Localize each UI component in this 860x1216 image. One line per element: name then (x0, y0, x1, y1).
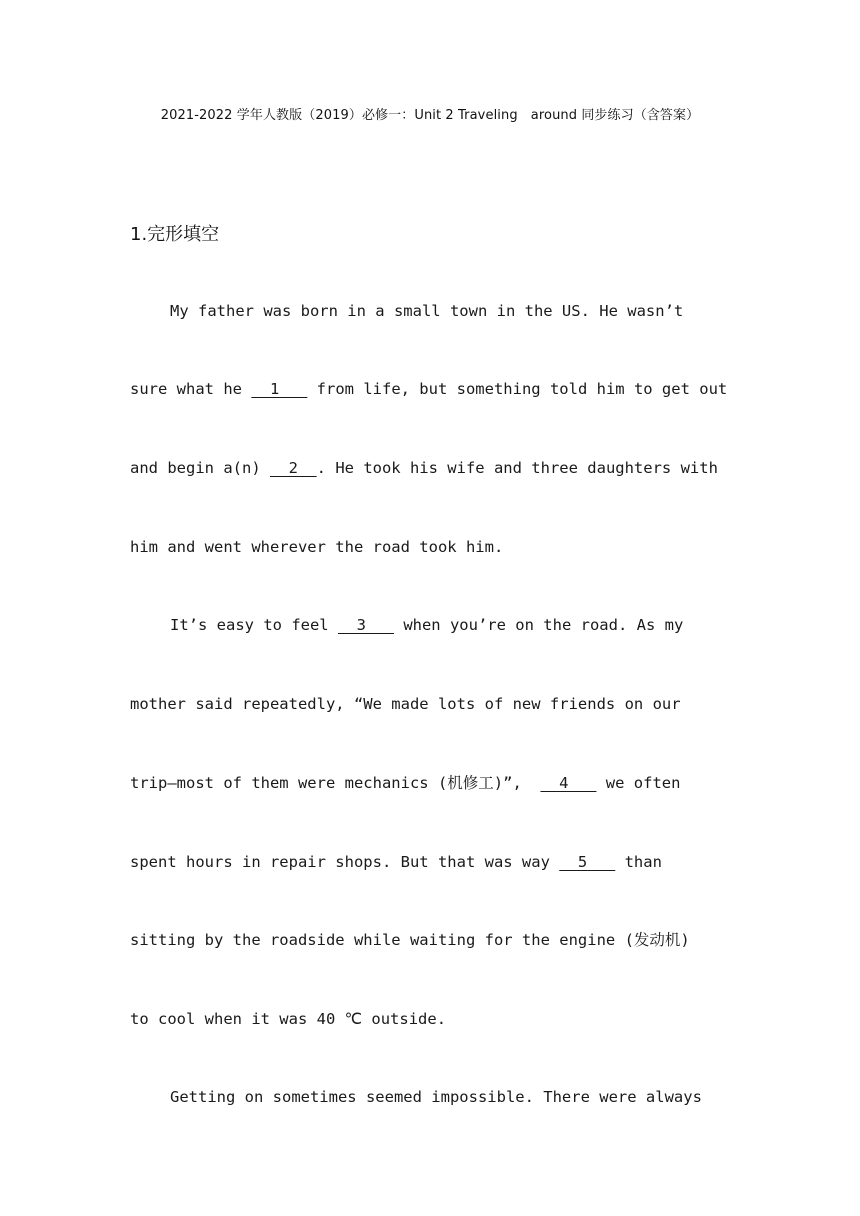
blank-5: 5 (559, 853, 616, 871)
blank-4: 4 (540, 774, 597, 792)
passage-line-1: My father was born in a small town in the US. He wasn’t (170, 302, 684, 320)
passage-line-5 (130, 614, 730, 636)
blank-3: 3 (337, 616, 394, 634)
passage-line-3 (130, 457, 730, 479)
passage-text: . He took his wife and three daughters with (316, 459, 718, 477)
passage-text: and begin a(n) (130, 459, 270, 477)
passage-line-11: Getting on sometimes seemed impossible. There were always (170, 1088, 702, 1106)
passage-line-2 (130, 378, 730, 400)
passage-text: trip—most of them were mechanics (机修工)”, (130, 774, 541, 792)
passage-text: when you’re on the road. As my (393, 616, 684, 634)
passage-text: sure what he (130, 380, 252, 398)
passage-text: from life, but something told him to get out (307, 380, 728, 398)
passage-line-4: him and went wherever the road took him. (130, 538, 504, 556)
passage-text: spent hours in repair shops. But that was way (130, 853, 560, 871)
passage-text: It’s easy to feel (170, 616, 338, 634)
passage-text: than (615, 853, 662, 871)
document-title: 2021-2022 学年人教版（2019）必修一：Unit 2 Traveling around 同步练习（含答案） (160, 108, 700, 123)
passage-line-10: to cool when it was 40 ℃ outside. (130, 1010, 447, 1028)
passage-line-8 (130, 851, 730, 873)
passage-line-9: sitting by the roadside while waiting for the engine (发动机) (130, 931, 690, 949)
blank-1: 1 (251, 380, 308, 398)
blank-2: 2 (269, 459, 317, 477)
passage-line-6: mother said repeatedly, “We made lots of new friends on our (130, 695, 681, 713)
question-heading: 1.完形填空 (130, 224, 220, 245)
passage-line-7 (130, 772, 730, 794)
passage-text: we often (596, 774, 681, 792)
